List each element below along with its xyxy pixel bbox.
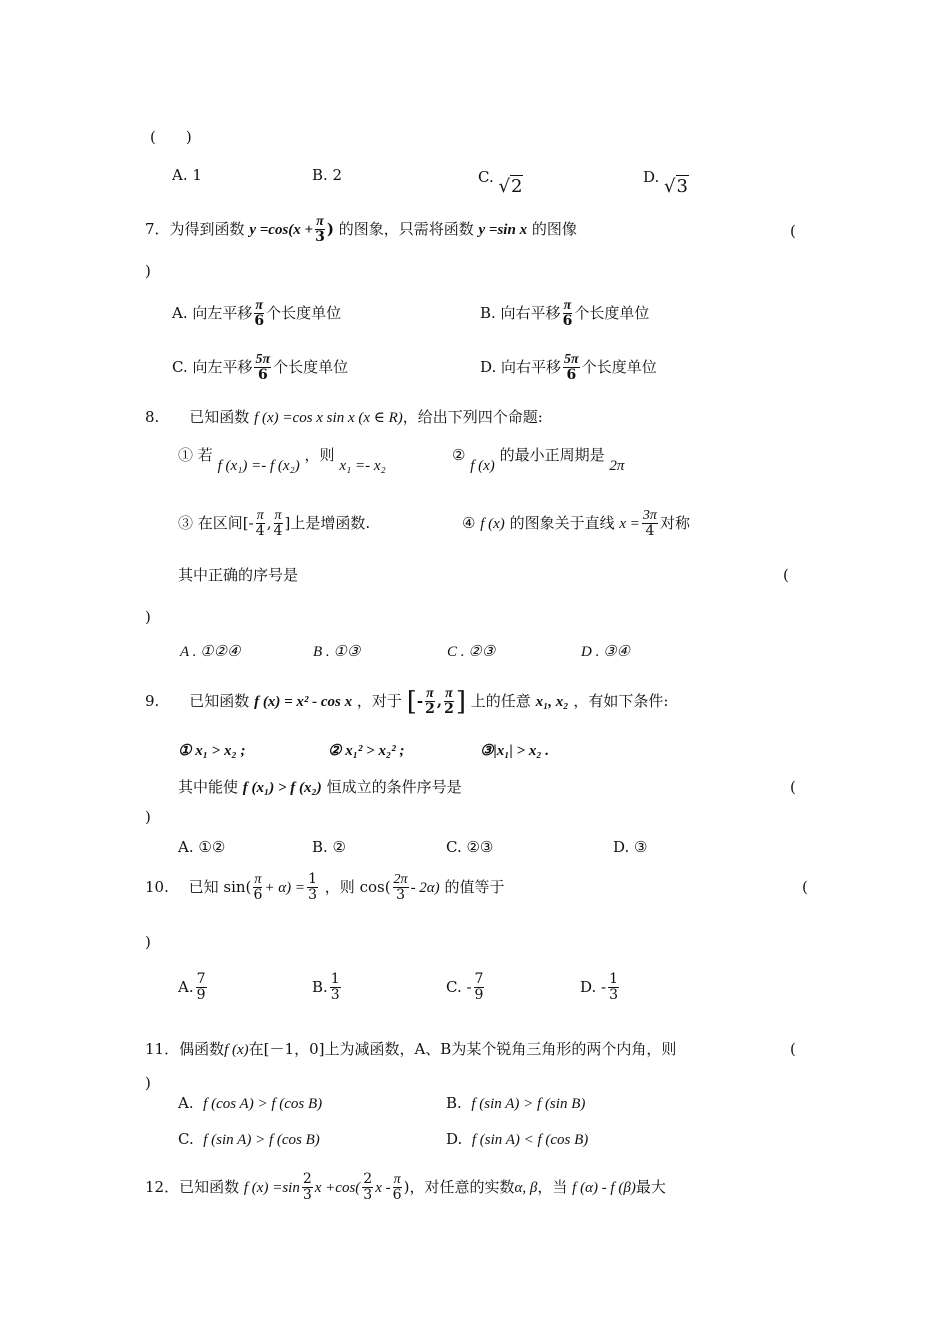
- q10-open-paren: (: [802, 878, 808, 896]
- q11-option-c: C. f (sin A) > f (cos B): [178, 1130, 320, 1148]
- q7-option-a: A. 向左平移 $\frac{\pi}{6}$ 个长度单位: [172, 298, 342, 330]
- q6-option-d: D. √3: [643, 168, 688, 197]
- q10-option-d: D. - $\frac{1}{3}$: [580, 971, 619, 1004]
- q10-option-c: C. - $\frac{7}{9}$: [446, 971, 484, 1004]
- q9-option-c: C. ②③: [446, 838, 494, 856]
- q8-close-paren: ): [145, 608, 151, 626]
- q11-open-paren: (: [790, 1040, 796, 1058]
- q9-cond-1: ① x₁ > x₂ ;: [178, 743, 246, 759]
- q8-prop-4: ④ f (x) 的图象关于直线 x = $\frac{3\pi}{4}$ 对称: [462, 508, 690, 540]
- q9-close-paren: ): [145, 808, 151, 826]
- q11-option-d: D. f (sin A) < f (cos B): [446, 1130, 589, 1148]
- q9-cond-2: ② x₁² > x₂² ;: [328, 743, 405, 759]
- q6-paren: ( ): [150, 128, 192, 146]
- q9-option-b: B. ②: [312, 838, 347, 856]
- q11-stem: 11．偶函数f (x)在[－1，0]上为减函数，A、B为某个锐角三角形的两个内角，则: [145, 1040, 677, 1058]
- q9-option-d: D. ③: [613, 838, 648, 856]
- q7-option-c: C. 向左平移 $\frac{5\pi}{6}$ 个长度单位: [172, 352, 349, 384]
- q7-stem: 7．为得到函数 y =cos(x + $\frac{\pi}{3}$ ) 的图象，只需将函数 y =sin x 的图像: [145, 214, 577, 246]
- q8-open-paren: (: [783, 566, 789, 584]
- q11-close-paren: ): [145, 1074, 151, 1092]
- q7-option-d: D. 向右平移 $\frac{5\pi}{6}$ 个长度单位: [480, 352, 657, 384]
- q9-cond-3: ③|x₁| > x₂ .: [480, 743, 550, 759]
- q8-prop-2: ② f (x) 的最小正周期是 2π: [452, 446, 625, 474]
- q11-option-a: A. f (cos A) > f (cos B): [178, 1094, 323, 1112]
- q9-question: 其中能使 f (x₁) > f (x₂) 恒成立的条件序号是: [178, 778, 462, 796]
- q8-option-b: B . ①③: [313, 644, 361, 660]
- q7-close-paren: ): [145, 262, 151, 280]
- q10-option-b: B. $\frac{1}{3}$: [312, 971, 340, 1004]
- q12-stem: 12．已知函数 f (x) =sin $\frac{2}{3}$ x +cos( $\frac{2}{3}$ x - $\frac{\pi}{6}$ )，对任意的实数α, β，当 f (α) - f (β)最大: [145, 1171, 666, 1204]
- q8-prop-3: ③ 在区间[- $\frac{\pi}{4}$ , $\frac{\pi}{4}$ ]上是增函数.: [178, 508, 371, 540]
- q8-question: 其中正确的序号是: [178, 566, 299, 584]
- q6-option-b: B. 2: [312, 166, 343, 184]
- q10-stem: 10. 已知 sin( $\frac{\pi}{6}$ + α) = $\frac{1}{3}$ ，则 cos( $\frac{2\pi}{3}$ - 2α) 的值等于: [145, 871, 505, 904]
- q7-option-b: B. 向右平移 $\frac{\pi}{6}$ 个长度单位: [480, 298, 650, 330]
- q7-open-paren: (: [790, 222, 796, 240]
- q11-option-b: B. f (sin A) > f (sin B): [446, 1094, 586, 1112]
- q9-option-a: A. ①②: [178, 838, 226, 856]
- q8-option-a: A . ①②④: [180, 644, 241, 660]
- q8-stem: 8. 已知函数 f (x) =cos x sin x (x ∈ R)，给出下列四个命题:: [145, 408, 543, 426]
- q10-option-a: A. $\frac{7}{9}$: [178, 971, 206, 1004]
- q9-stem: 9. 已知函数 f (x) = x² - cos x ，对于 [- $\frac{\pi}{2}$ , $\frac{\pi}{2}$ ] 上的任意 x₁, x₂ ，有如下条件:: [145, 686, 669, 718]
- q8-prop-1: ① 若 f (x₁) =- f (x₂) ，则 x₁ =- x₂: [178, 446, 386, 474]
- q9-open-paren: (: [790, 778, 796, 796]
- q10-close-paren: ): [145, 933, 151, 951]
- q8-option-c: C . ②③: [447, 644, 496, 660]
- q6-option-a: A. 1: [172, 166, 202, 184]
- q6-option-c: C. √2: [478, 168, 523, 197]
- q8-option-d: D . ③④: [581, 644, 630, 660]
